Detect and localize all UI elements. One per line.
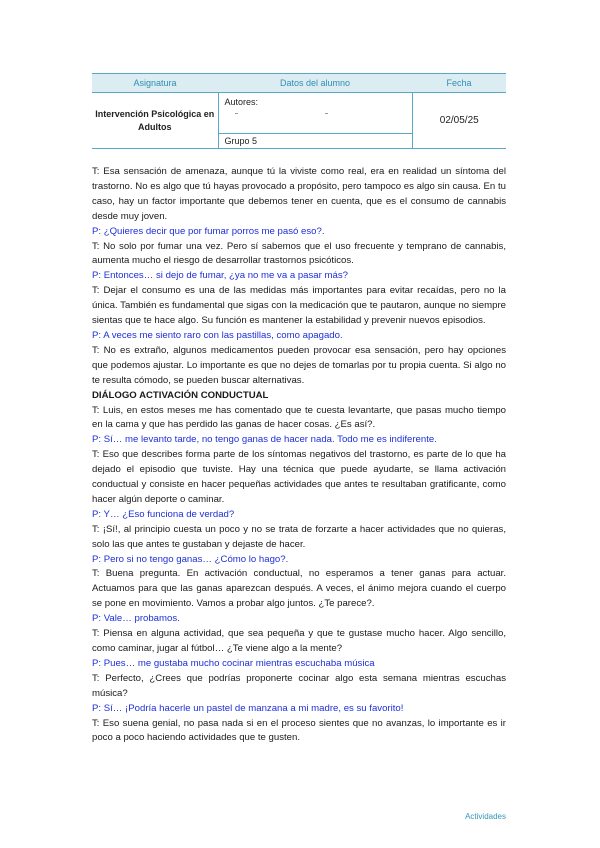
therapist-line: T: Piensa en alguna actividad, que sea pequeña y que te gustase mucho hacer. Algo sencillo, como caminar, jugar al fútbol… ¿Te viene algo a la mente? bbox=[92, 628, 506, 654]
patient-line: P: Sí… me levanto tarde, no tengo ganas de hacer nada. Todo me es indiferente. bbox=[92, 434, 437, 446]
therapist-line: T: ¡Sí!, al principio cuesta un poco y no se trata de forzarte a hacer actividades que no quieras, solo las que antes te gustaban y dejaste de hacer. bbox=[92, 523, 506, 550]
subject-cell bbox=[92, 93, 218, 149]
patient-line: P: Pues… me gustaba mucho cocinar mientras escuchaba música bbox=[92, 657, 375, 669]
therapist-line: T: Eso que describes forma parte de los síntomas negativos del trastorno, es parte de lo que ha dejado el episodio que tuviste. Hay una técnica que puede ayudarte, se llama activación conductual y consiste en hacer pequeñas actividades que antes te resultaban gratificante, como hacer algún deporte o caminar. bbox=[92, 449, 506, 505]
therapist-line: T: Eso suena genial, no pasa nada si en el proceso sientes que no avanzas, lo importante es ir poco a poco haciendo actividades que te gusten. bbox=[92, 717, 506, 744]
date-value: 02/05/25 bbox=[439, 115, 479, 126]
therapist-line: T: Buena pregunta. En activación conductual, no esperamos a tener ganas para actuar. Actuamos para que las ganas aparezcan después. A veces, el ánimo mejora cuando el cuerpo se pone en movimiento. Vamos a probar algo juntos. ¿Te parece?. bbox=[92, 568, 506, 610]
date-cell bbox=[412, 93, 506, 149]
patient-line: P: Y… ¿Eso funciona de verdad? bbox=[92, 508, 235, 520]
dialogue-body bbox=[92, 165, 506, 746]
patient-line: P: Vale… probamos. bbox=[92, 613, 180, 625]
patient-line: P: A veces me siento raro con las pastillas, como apagado. bbox=[92, 329, 343, 341]
authors-blank bbox=[225, 107, 412, 117]
subject-name: Intervención Psicológica en Adultos bbox=[95, 108, 215, 132]
therapist-line: T: Dejar el consumo es una de las medidas más importantes para evitar recaídas, pero no la única. También es fundamental que sigas con la medicación que te pautaron, aunque no siempre sientas que te hace algo. Su función es mantener la estabilidad y prevenir nuevos episodios. bbox=[92, 285, 506, 327]
therapist-line: T: No solo por fumar una vez. Pero sí sabemos que el uso frecuente y temprano de cannabis, aumenta mucho el riesgo de desarrollar trastornos psicóticos. bbox=[92, 240, 506, 267]
therapist-line: T: Esa sensación de amenaza, aunque tú la viviste como real, era en realidad un síntoma del trastorno. No es algo que tú hayas provocado a propósito, pero tampoco es algo sin causa. En tu caso, hay un factor importante que debemos tener en cuenta, que es el consumo de cannabis desde muy joven. bbox=[92, 166, 506, 222]
patient-line: P: Pero si no tengo ganas… ¿Cómo lo hago?. bbox=[92, 553, 289, 565]
header-col-student: Datos del alumno bbox=[218, 74, 412, 93]
therapist-line: T: Perfecto, ¿Crees que podrías proponerte cocinar algo esta semana mientras escuchas música? bbox=[92, 672, 506, 699]
patient-line: P: Sí… ¡Podría hacerle un pastel de manzana a mi madre, es su favorito! bbox=[92, 702, 404, 714]
section-heading: DIÁLOGO ACTIVACIÓN CONDUCTUAL bbox=[92, 389, 269, 401]
group-value: Grupo 5 bbox=[224, 136, 258, 146]
therapist-line: T: No es extraño, algunos medicamentos pueden provocar esa sensación, pero hay opciones que podemos ajustar. Lo importante es que no dejes de tomarlas por tu propia cuenta. Si algo no te resulta cómodo, se pueden buscar alternativas. bbox=[92, 344, 506, 386]
header-col-date: Fecha bbox=[412, 74, 506, 93]
header-table bbox=[92, 73, 506, 149]
group-cell bbox=[218, 134, 412, 149]
header-col-subject: Asignatura bbox=[92, 74, 218, 93]
footer-label: Actividades bbox=[465, 812, 506, 821]
therapist-line: T: Luis, en estos meses me has comentado que te cuesta levantarte, que pasas mucho tiempo en la cama y que has perdido las ganas de hacer cosas. ¿Es así?. bbox=[92, 404, 506, 431]
patient-line: P: ¿Quieres decir que por fumar porros me pasó eso?. bbox=[92, 225, 325, 237]
authors-cell bbox=[218, 93, 412, 134]
patient-line: P: Entonces… si dejo de fumar, ¿ya no me va a pasar más? bbox=[92, 270, 348, 282]
authors-label: Autores: bbox=[224, 97, 259, 107]
